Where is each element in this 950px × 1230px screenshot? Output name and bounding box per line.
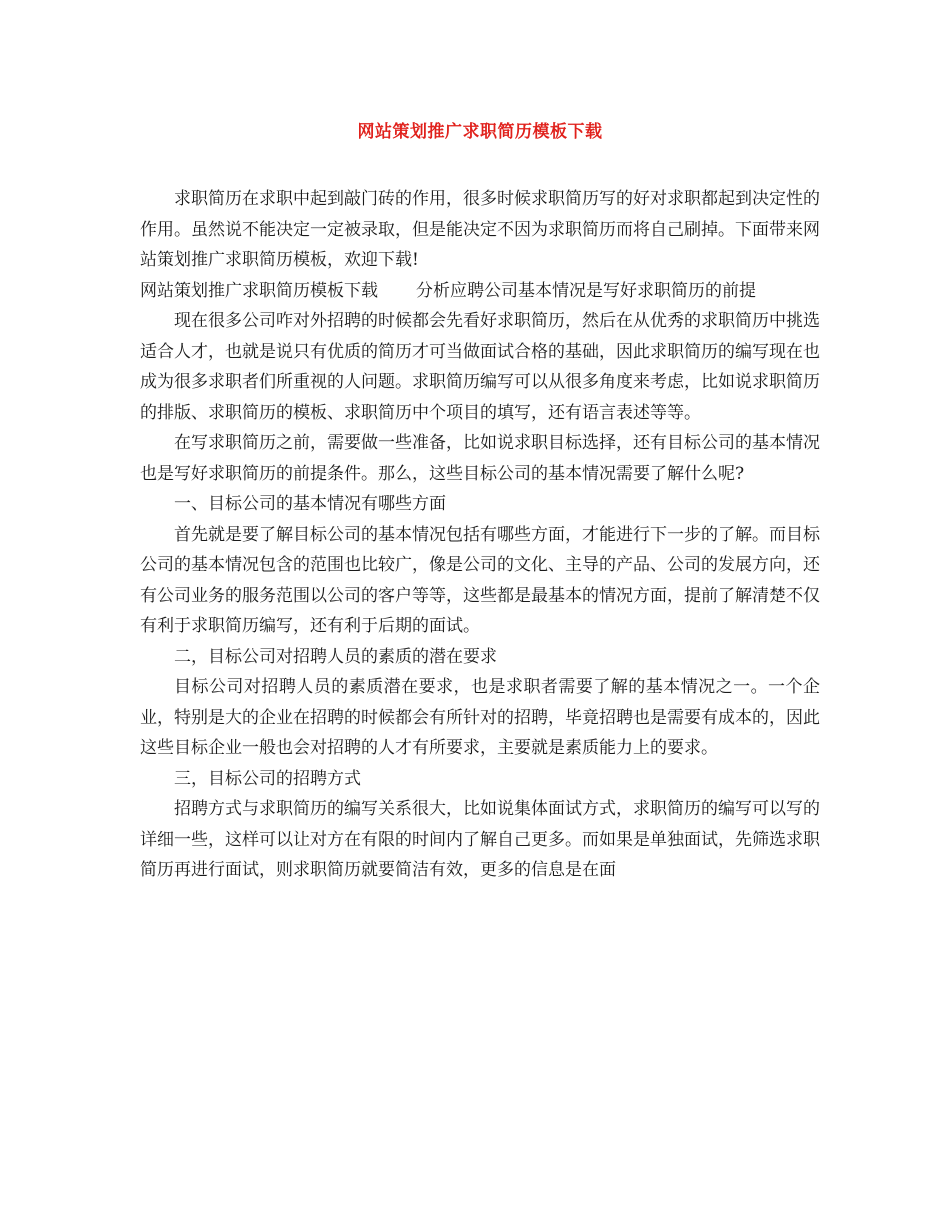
body-paragraph: 现在很多公司咋对外招聘的时候都会先看好求职简历，然后在从优秀的求职简历中挑选适合人才，也就是说只有优质的简历才可当做面试合格的基础，因此求职简历的编写现在也成为很多求职者们所重视的人问题。求职简历编写可以从很多角度来考虑，比如说求职简历的排版、求职简历的模板、求职简历中个项目的填写，还有语言表述等等。 [140, 311, 820, 423]
section-heading: 三，目标公司的招聘方式 [174, 768, 361, 789]
subheading-left: 网站策划推广求职简历模板下载 [140, 280, 378, 301]
body-paragraph: 招聘方式与求职简历的编写关系很大，比如说集体面试方式，求职简历的编写可以写的详细一些，这样可以让对方在有限的时间内了解自己更多。而如果是单独面试，先筛选求职简历再进行面试，则求职简历就要简洁有效，更多的信息是在面 [140, 799, 820, 880]
body-paragraph: 在写求职简历之前，需要做一些准备，比如说求职目标选择，还有目标公司的基本情况也是写好求职简历的前提条件。那么，这些目标公司的基本情况需要了解什么呢? [140, 433, 820, 484]
section-heading: 二，目标公司对招聘人员的素质的潜在要求 [174, 646, 497, 667]
section-heading: 一、目标公司的基本情况有哪些方面 [174, 494, 446, 514]
document-page [140, 120, 820, 886]
intro-paragraph: 求职简历在求职中起到敲门砖的作用，很多时候求职简历写的好对求职都起到决定性的作用。虽然说不能决定一定被录取，但是能决定不因为求职简历而将自己刷掉。下面带来网站策划推广求职简历模板，欢迎下载! [140, 189, 820, 270]
document-title: 网站策划推广求职简历模板下载 [357, 122, 603, 142]
document-body [140, 184, 820, 886]
subheading-right: 分析应聘公司基本情况是写好求职简历的前提 [416, 280, 756, 301]
subheading-line [140, 276, 820, 307]
body-paragraph: 目标公司对招聘人员的素质潜在要求，也是求职者需要了解的基本情况之一。一个企业，特别是大的企业在招聘的时候都会有所针对的招聘，毕竟招聘也是需要有成本的，因此这些目标企业一般也会对招聘的人才有所要求，主要就是素质能力上的要求。 [140, 677, 820, 758]
body-paragraph: 首先就是要了解目标公司的基本情况包括有哪些方面，才能进行下一步的了解。而目标公司的基本情况包含的范围也比较广，像是公司的文化、主导的产品、公司的发展方向，还有公司业务的服务范围以公司的客户等等，这些都是最基本的情况方面，提前了解清楚不仅有利于求职简历编写，还有利于后期的面试。 [140, 524, 820, 636]
